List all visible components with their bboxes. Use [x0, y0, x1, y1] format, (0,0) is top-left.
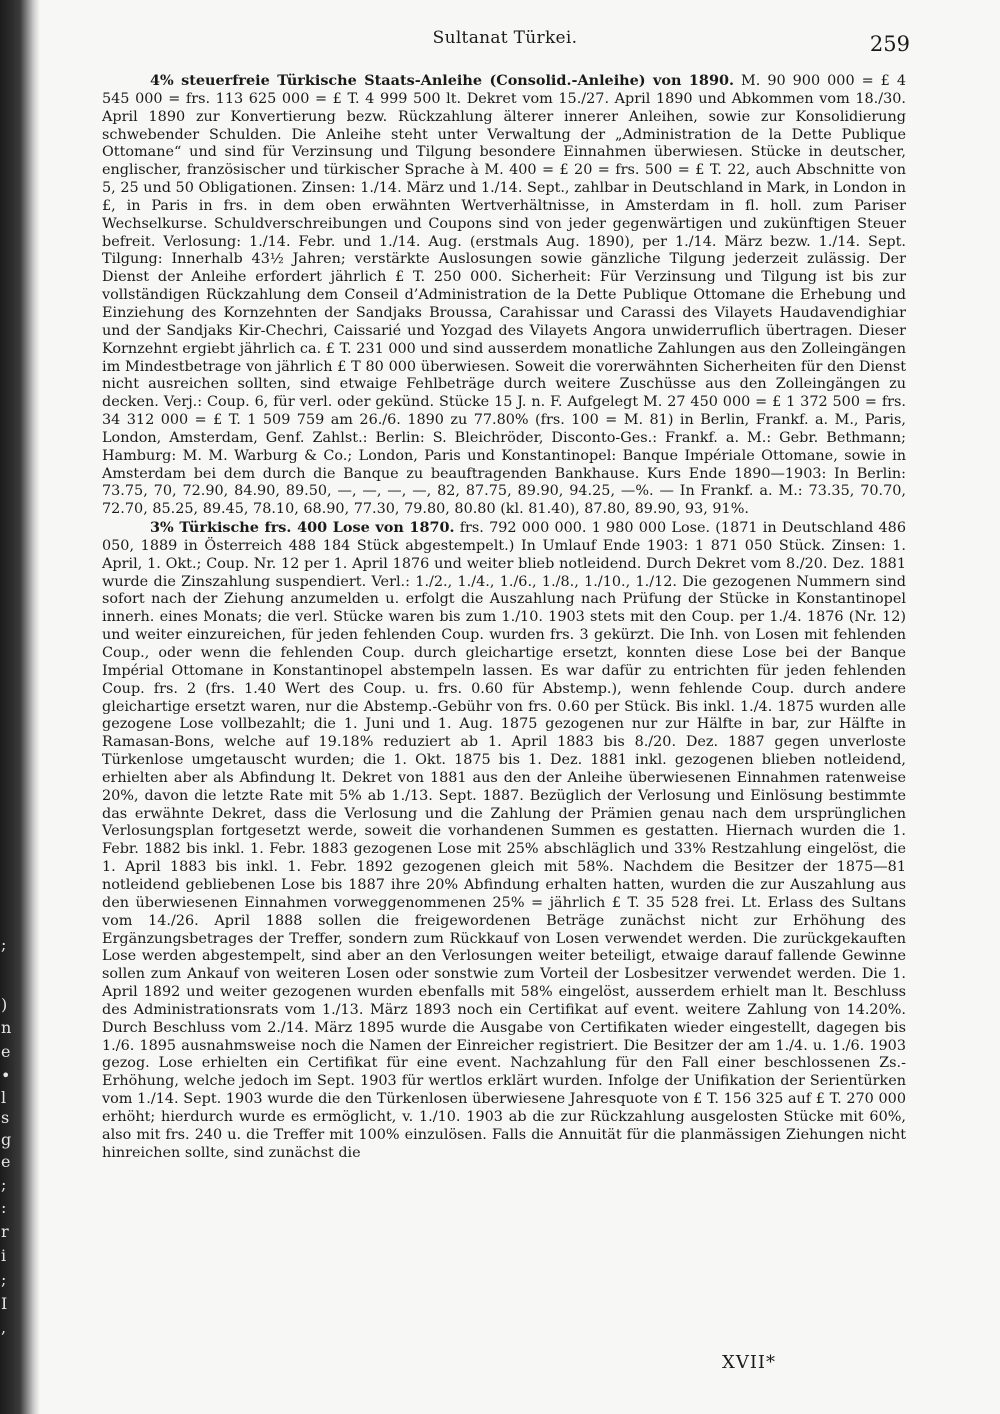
spine-mark: , — [1, 1318, 7, 1337]
body-text — [102, 72, 906, 1162]
spine-mark: ) — [1, 995, 8, 1014]
spine-mark: e — [1, 1152, 11, 1171]
spine-mark: n — [1, 1018, 12, 1037]
spine-mark: s — [1, 1108, 10, 1127]
paragraph-heading: 3% Türkische frs. 400 Lose von 1870. — [150, 519, 455, 537]
spine-mark: l — [1, 1088, 7, 1107]
paragraph-body: M. 90 900 000 = £ 4 545 000 = frs. 113 625 000 = £ T. 4 999 500 lt. Dekret vom 15./27. April 1890 und Abkommen vom 18./30. April 1890 zur Konvertierung bezw. Rückzahlung älterer innerer Anleihen, sowie zur Konsolidierung schwebender Schulden. Die Anleihe steht unter Verwaltung der „Administration de la Dette Publique Ottomane“ und sind für Verzinsung und Tilgung besondere Einnahmen überwiesen. Stücke in deutscher, englischer, französischer und türkischer Sprache à M. 400 = £ 20 = frs. 500 = £ T. 22, auch Abschnitte von 5, 25 und 50 Obligationen. Zinsen: 1./14. März und 1./14. Sept., zahlbar in Deutschland in Mark, in London in £, in Paris in frs. in dem oben erwähnten Wertverhältnisse, in Amsterdam in fl. holl. zum Pariser Wechselkurse. Schuldverschreibungen und Coupons sind von jeder gegenwärtigen und zukünftigen Steuer befreit. Verlosung: 1./14. Febr. und 1./14. Aug. (erstmals Aug. 1890), per 1./14. März bezw. 1./14. Sept. Tilgung: Innerhalb 43½ Jahren; verstärkte Auslosungen sowie gänzliche Tilgung jederzeit zulässig. Der Dienst der Anleihe erfordert jährlich £ T. 250 000. Sicherheit: Für Verzinsung und Tilgung ist bis zur vollständigen Rückzahlung dem Conseil d’Administration de la Dette Publique Ottomane die Erhebung und Einziehung des Kornzehnten der Sandjaks Broussa, Carahissar und Carassi des Vilayets Haudavendighiar und der Sandjaks Kir-Chechri, Caissarié und Yozgad des Vilayets Angora unwiderruflich übertragen. Dieser Kornzehnt ergiebt jährlich ca. £ T. 231 000 und sind ausserdem monatliche Zahlungen aus den Zolleingängen im Mindestbetrage von jährlich £ T 80 000 überwiesen. Soweit die vorerwähnten Sicherheiten für den Dienst nicht ausreichen sollten, sind etwaige Fehlbeträge durch weitere Zuschüsse aus den Zolleingängen zu decken. Verj.: Coup. 6, für verl. oder gekünd. Stücke 15 J. n. F. Aufgelegt M. 27 450 000 = £ 1 372 500 = frs. 34 312 000 = £ T. 1 509 759 am 26./6. 1890 zu 77.80% (frs. 100 = M. 81) in Berlin, Frankf. a. M., Paris, London, Amsterdam, Genf. Zahlst.: Berlin: S. Bleichröder, Disconto-Ges.: Frankf. a. M.: Gebr. Bethmann; Hamburg: M. M. Warburg & Co.; London, Paris und Konstantinopel: Banque Impériale Ottomane, sowie in Amsterdam bei dem durch die Banque zu beauftragenden Bankhause. Kurs Ende 1890—1903: In Berlin: 73.75, 70, 72.90, 84.90, 89.50, —, —, —, —, 82, 87.75, 89.90, 94.25, —%. — In Frankf. a. M.: 73.35, 70.70, 72.70, 85.25, 89.45, 78.10, 68.90, 77.30, 79.80, 80.80 (kl. 81.40), 87.80, 89.90, 93, 91%. — [102, 73, 907, 518]
paragraph-consolid-anleihe — [102, 72, 906, 519]
spine-margin-letters — [0, 0, 12, 1414]
spine-mark: i — [1, 1246, 7, 1265]
running-header — [100, 24, 910, 60]
spine-mark: r — [1, 1222, 9, 1241]
paragraph-heading: 4% steuerfreie Türkische Staats-Anleihe (Consolid.-Anleihe) von 1890. — [150, 72, 734, 89]
spine-mark: • — [1, 1066, 11, 1085]
spine-mark: ; — [1, 935, 7, 954]
spine-mark: : — [1, 1198, 7, 1217]
header-title: Sultanat Türkei. — [432, 28, 578, 48]
printer-signature-mark: XVII* — [722, 1352, 777, 1373]
spine-mark: ; — [1, 1175, 7, 1194]
spine-mark: e — [1, 1042, 11, 1061]
spine-mark: ; — [1, 1270, 7, 1289]
paragraph-body: frs. 792 000 000. 1 980 000 Lose. (1871 in Deutschland 486 050, 1889 in Österreich 488 184 Stück abgestempelt.) In Umlauf Ende 1903: 1 871 050 Stück. Zinsen: 1. April, 1. Okt.; Coup. Nr. 12 per 1. April 1876 und weiter blieb notleidend. Durch Dekret vom 8./20. Dez. 1881 wurde die Zinszahlung suspendiert. Verl.: 1./2., 1./4., 1./6., 1./8., 1./10., 1./12. Die gezogenen Nummern sind sofort nach der Ziehung anzumelden u. erfolgt die Auszahlung nach Prüfung der Stücke in Konstantinopel innerh. eines Monats; die verl. Stücke waren bis zum 1./10. 1903 stets mit den Coup. per 1./4. 1876 (Nr. 12) und weiter einzureichen, für jeden fehlenden Coup. wurden frs. 3 gekürzt. Die Inh. von Losen mit fehlenden Coup., oder wenn die fehlenden Coup. durch gleichartige ersetzt, konnten diese Lose bei der Banque Impérial Ottomane in Konstantinopel abstempeln lassen. Es war dafür zu entrichten für jeden fehlenden Coup. frs. 2 (frs. 1.40 Wert des Coup. u. frs. 0.60 für Abstemp.), wenn fehlende Coup. durch andere gleichartige ersetzt waren, nur die Abstemp.-Gebühr von frs. 0.60 per Stück. Bis inkl. 1./4. 1875 wurden alle gezogene Lose vollbezahlt; die 1. Juni und 1. Aug. 1875 gezogenen nur zur Hälfte in bar, zur Hälfte in Ramasan-Bons, welche auf 19.18% reduziert ab 1. April 1883 bis 8./20. Dez. 1887 gegen unverloste Türkenlose umgetauscht wurden; die 1. Okt. 1875 bis 1. Dez. 1881 inkl. gezogenen blieben notleidend, erhielten aber als Abfindung lt. Dekret von 1881 aus den der Anleihe überwiesenen Einnahmen ratenweise 20%, davon die letzte Rate mit 5% ab 1./13. Sept. 1887. Bezüglich der Verlosung und Einlösung bestimmte das erwähnte Dekret, dass die Verlosung und die Zahlung der Prämien genau nach dem ursprünglichen Verlosungsplan fortgesetzt werde, soweit die vorhandenen Summen es gestatten. Hiernach wurden die 1. Febr. 1882 bis inkl. 1. Febr. 1883 gezogenen Lose mit 25% abschläglich und 33% Restzahlung eingelöst, die 1. April 1883 bis inkl. 1. Febr. 1892 gezogenen gleich mit 58%. Nachdem die Besitzer der 1875—81 notleidend gebliebenen Lose bis 1887 ihre 20% Abfindung erhalten hatten, wurden die zur Auszahlung aus den überwiesenen Einnahmen vorweggenommenen 25% = jährlich £ T. 35 528 frei. Lt. Erlass des Sultans vom 14./26. April 1888 sollen die freigewordenen Beträge zunächst nicht zur Erhöhung des Ergänzungsbetrages der Treffer, sondern zum Rückkauf von Losen verwendet werden. Die zurückgekauften Lose werden abgestempelt, sind aber an den Verlosungen weiter beteiligt, etwaige darauf fallende Gewinne sollen zum Ankauf von weiteren Losen oder sonstwie zum Vorteil der Losbesitzer verwendet werden. Die 1. April 1892 und weiter gezogenen wurden ebenfalls mit 58% eingelöst, ausserdem erhielt man lt. Beschluss des Administrationsrats vom 1./13. März 1893 noch ein Certifikat auf event. weitere Zahlung von 14.20%. Durch Beschluss vom 2./14. März 1895 wurde die Ausgabe von Certifikaten wieder eingestellt, dagegen bis 1./6. 1895 ausnahmsweise noch die Namen der Einreicher registriert. Die Besitzer der am 1./4. u. 1./6. 1903 gezog. Lose erhielten ein Certifikat für eine event. Nachzahlung für den Fall einer beschlossenen Zs.-Erhöhung, welche jedoch im Sept. 1903 für wertlos erklärt wurden. Infolge der Unifikation der Serientürken vom 1./14. Sept. 1903 wurde die den Türkenlosen überwiesene Jahresquote von £ T. 156 325 auf £ T. 270 000 erhöht; hierdurch wurde es ermöglicht, v. 1./10. 1903 ab die zur Rückzahlung ausgelosten Stücke mit 60%, also mit frs. 240 u. die Treffer mit 100% einzulösen. Falls die Annuität für die planmässigen Ziehungen nicht hinreichen sollte, sind zunächst die — [102, 520, 906, 1161]
spine-mark: I — [1, 1294, 8, 1313]
page-number: 259 — [869, 32, 910, 56]
spine-mark: g — [1, 1130, 12, 1149]
paragraph-tuerkenlose — [102, 519, 906, 1162]
